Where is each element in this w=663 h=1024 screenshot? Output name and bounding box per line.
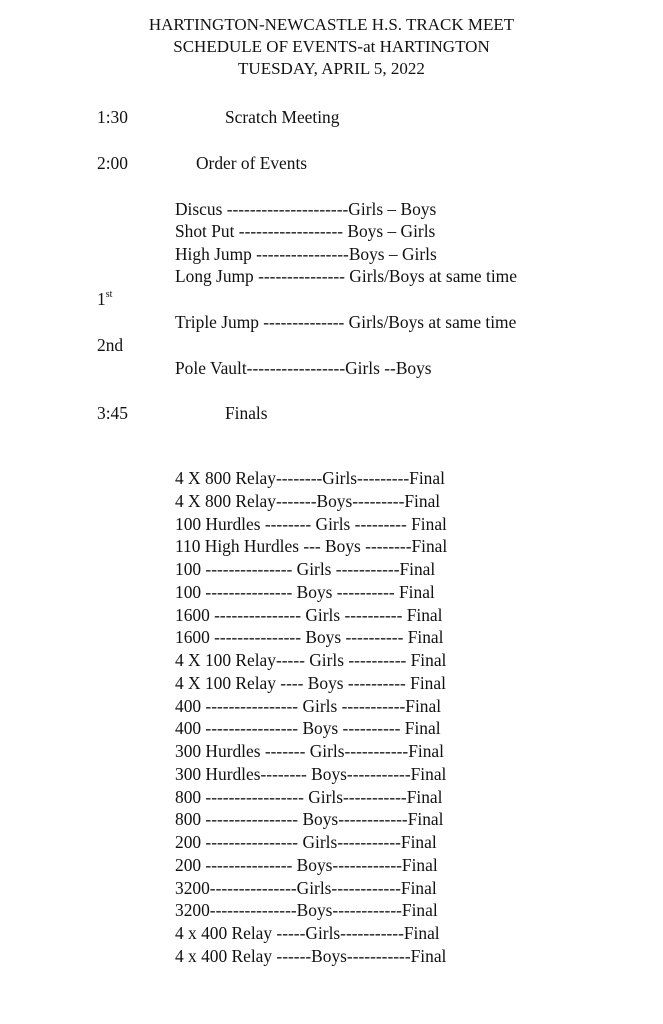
final-event-line: 300 Hurdles-------- Boys-----------Final bbox=[175, 763, 447, 784]
first-number: 1 bbox=[97, 289, 106, 309]
final-event-line: 100 --------------- Boys ---------- Final bbox=[175, 581, 435, 602]
meet-date: TUESDAY, APRIL 5, 2022 bbox=[238, 59, 425, 78]
field-event-line: High Jump ----------------Boys – Girls bbox=[175, 244, 437, 264]
final-event-line: 200 --------------- Boys------------Final bbox=[175, 854, 438, 875]
final-event-line: 4 X 100 Relay----- Girls ---------- Final bbox=[175, 650, 447, 670]
final-event-line: 100 --------------- Girls -----------Final bbox=[175, 559, 436, 579]
final-event-line: 1600 --------------- Girls ---------- Final bbox=[175, 604, 443, 625]
first-flight-label bbox=[97, 288, 112, 310]
time-1-30: 1:30 bbox=[97, 107, 128, 127]
schedule-subtitle: SCHEDULE OF EVENTS-at HARTINGTON bbox=[173, 37, 490, 56]
final-event-line: 100 Hurdles -------- Girls --------- Final bbox=[175, 513, 447, 534]
triple-jump-line: Triple Jump -------------- Girls/Boys at same time bbox=[175, 312, 517, 332]
time-2-00: 2:00 bbox=[97, 153, 128, 173]
field-event-line: Long Jump --------------- Girls/Boys at same time bbox=[175, 266, 517, 286]
final-event-line: 4 X 800 Relay--------Girls---------Final bbox=[175, 468, 445, 488]
final-event-line: 800 ---------------- Boys------------Final bbox=[175, 809, 444, 830]
pole-vault-line: Pole Vault-----------------Girls --Boys bbox=[175, 358, 432, 378]
final-event-line: 110 High Hurdles --- Boys --------Final bbox=[175, 536, 448, 557]
scratch-meeting-label: Scratch Meeting bbox=[225, 107, 340, 127]
field-event-line: Shot Put ------------------ Boys – Girls bbox=[175, 221, 436, 241]
final-event-line: 4 x 400 Relay -----Girls-----------Final bbox=[175, 923, 440, 943]
time-3-45: 3:45 bbox=[97, 403, 128, 423]
final-event-line: 300 Hurdles ------- Girls-----------Final bbox=[175, 741, 444, 761]
second-flight-label: 2nd bbox=[97, 335, 124, 355]
field-event-line: Discus ---------------------Girls – Boys bbox=[175, 199, 437, 219]
final-event-line: 800 ----------------- Girls-----------Final bbox=[175, 786, 443, 807]
final-event-line: 4 X 100 Relay ---- Boys ---------- Final bbox=[175, 672, 446, 693]
meet-title: HARTINGTON-NEWCASTLE H.S. TRACK MEET bbox=[148, 15, 515, 34]
final-event-line: 200 ---------------- Girls-----------Final bbox=[175, 832, 437, 852]
final-event-line: 4 x 400 Relay ------Boys-----------Final bbox=[175, 945, 447, 966]
finals-label: Finals bbox=[225, 403, 268, 423]
order-of-events-label: Order of Events bbox=[196, 153, 308, 173]
document-header bbox=[0, 14, 663, 80]
final-event-line: 3200---------------Girls------------Final bbox=[175, 877, 437, 898]
final-event-line: 400 ---------------- Girls -----------Final bbox=[175, 695, 442, 716]
first-suffix: st bbox=[105, 289, 113, 300]
final-event-line: 1600 --------------- Boys ---------- Final bbox=[175, 627, 444, 648]
final-event-line: 400 ---------------- Boys ---------- Final bbox=[175, 718, 441, 739]
final-event-line: 4 X 800 Relay-------Boys---------Final bbox=[175, 490, 441, 511]
final-event-line: 3200---------------Boys------------Final bbox=[175, 900, 438, 921]
